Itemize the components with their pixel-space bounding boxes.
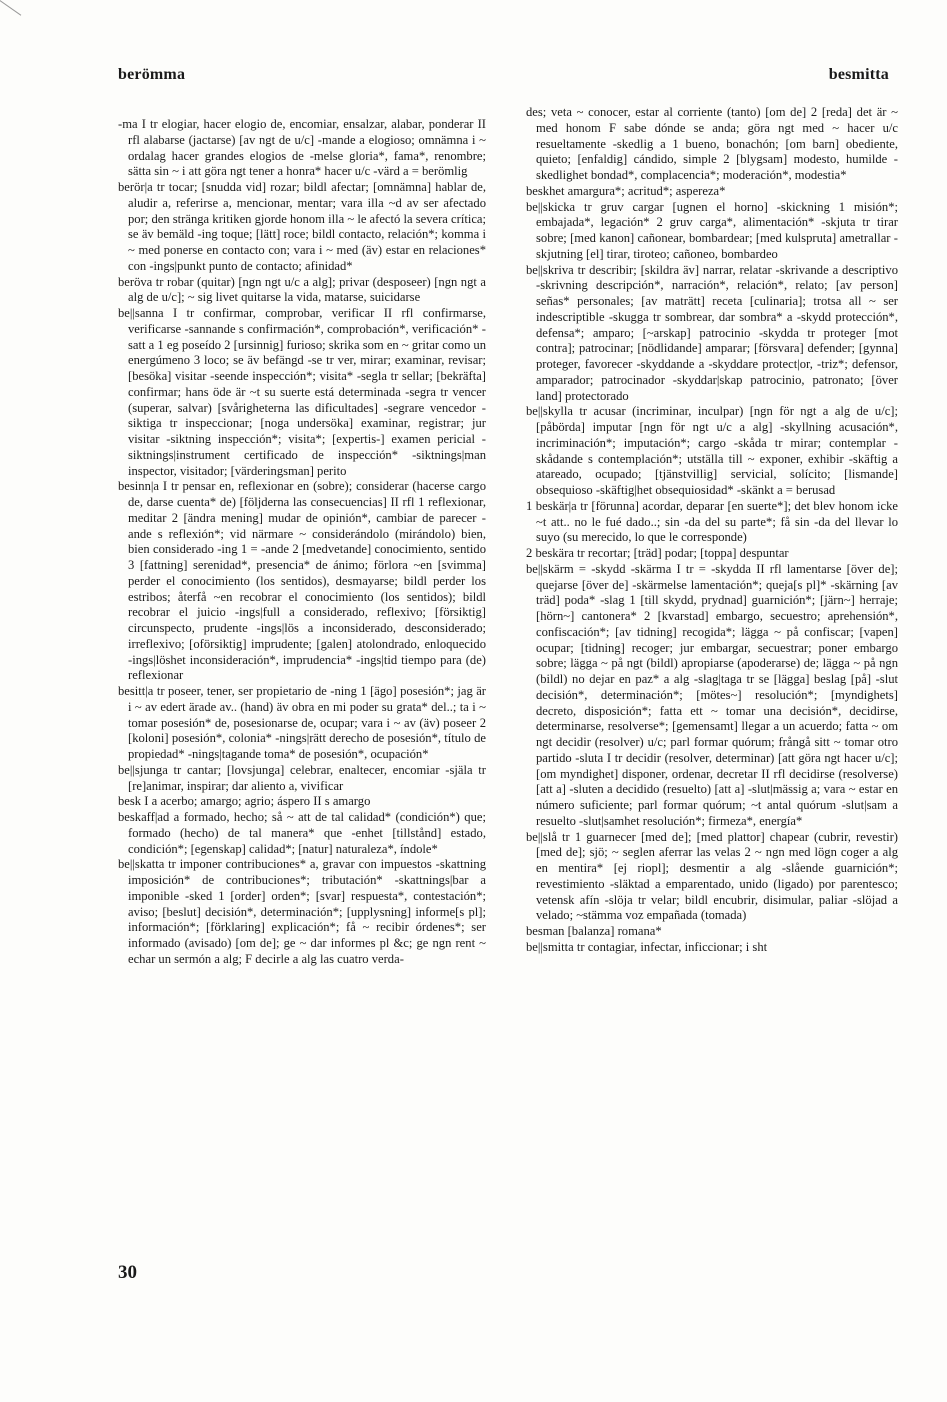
entry: 1 beskär|a tr [förunna] acordar, deparar [en suerte*]; det blev honom icke ~t att.. no le fué dado..; sin -da del su parte*; få sin -da del llevar lo suyo (su merecido, lo que le corresponde) xyxy=(526,498,898,545)
entry: be||skriva tr describir; [skildra äv] narrar, relatar -skrivande a descriptivo -skrivning descripción*, narración*, relación*, relato; [av person] señas* personales; [av maträtt] receta [culinaria]; trotsa all ~ ser indescriptible -skugga tr sombrear, dar sombra* a -skydd protección*, defensa*; amparo; [~arskap] patrocinio -skydda tr proteger [mot contra]; patrocinar; [nödlidande] amparar; [försvara] defender; [gynna] proteger, favorecer -skyddande a -skyddare protect|or, -triz*; defensor, amparador; patrocinador -skyddar|skap patrocinio, patronato; [över land] protectorado xyxy=(526,262,898,403)
entry: be||skicka tr gruv cargar [ugnen el horno] -skickning 1 misión*; embajada*, legación* 2 gruv carga*, alimentación* -skjuta tr tirar sobre; [med kanon] cañonear, bombardear; [med kulspruta] ametrallar -skjutning [el] tirar, tiroteo; cañoneo, bombardeo xyxy=(526,199,898,261)
entry: be||skatta tr imponer contribuciones* a, gravar con impuestos -skattning imposición* de contribuciones*; tributación* -skattnings|bar a imponible -sked 1 [order] orden*; [svar] respuesta*, contestación*; aviso; [beslut] decisión*, determinación*; [upplysning] informe[s pl]; información*; [förklaring] explicación*; få ~ recibir órdenes*; ser informado (avisado) [om de]; ge ~ dar informes pl &c; ge ngn rent ~ echar un sermón a alg; F decirle a alg las cuatro verda- xyxy=(118,857,486,966)
entry: besk I a acerbo; amargo; agrio; áspero II s amargo xyxy=(118,794,371,809)
entry: be||skylla tr acusar (incriminar, inculpar) [ngn för ngt a alg de u/c]; [påbörda] imputar [ngn för ngt u/c a alg] -skyllning acusación*, incriminación*; imputación*; cargo -skåda tr mirar; contemplar -skådande s contemplación*; utställa till ~ exponer, exhibir -skäftig a atareado, ocupado; [tjänstvillig] servicial, solícito; [lismande] obsequioso -skäftig|het obsequiosidad* -skänkt a = berusad xyxy=(526,404,898,497)
entry: be||sanna I tr confirmar, comprobar, verificar II rfl confirmarse, verificarse -sannande s confirmación*, comprobación*, verificación* -satt a 1 eg poseído 2 [ursinnig] furioso; skrika som en ~ gritar como un energúmeno 3 loco; se äv befängd -se tr ver, mirar; examinar, revisar; [besöka] visitar -seende inspección*; visita* -segla tr sellar; [bekräfta] confirmar; hans öde är ~t su suerte está determinada -segra tr vencer (superar, salvar) [svårigheterna las dificultades] -segrare vencedor -siktiga tr inspeccionar; [noga undersöka] examinar, registrar; jur visitar -siktning inspección*; visita*; [expertis-] examen pericial -siktnings|instrument certificado de inspección* -siktnings|man inspector, visitador; [värderingsman] perito xyxy=(118,306,486,478)
entry: beskaff|ad a formado, hecho; så ~ att de tal calidad* (condición*) que; formado (hecho) de tal manera* que -enhet [tillstånd] estado, condición*; [egenskap] calidad*; [natur] naturaleza*, índole* xyxy=(118,810,486,856)
entry: beröva tr robar (quitar) [ngn ngt u/c a alg]; privar (desposeer) [ngn ngt a alg de u/c]; ~ sig livet quitarse la vida, matarse, suicidarse xyxy=(118,274,486,305)
entry: besman [balanza] romana* xyxy=(526,924,662,938)
entry: besinn|a I tr pensar en, reflexionar en (sobre); considerar (hacerse cargo de, darse cuenta* de) [följderna las consecuencias] II rfl 1 reflexionar, meditar 2 [ändra mening] mudar de opinión*, cambiar de parecer -ande s reflexión*; vid närmare ~ considerándolo (mirándolo) bien, bien considerado -ing 1 = -ande 2 [medvetande] conocimiento, sentido 3 [fattning] serenidad*, presencia* de ánimo; förlora ~en [svimma] perder el conocimiento (los sentidos), desmayarse; bildl perder los estribos; återfå ~en recobrar el conocimiento (los sentidos); bildl recobrar el juicio -ings|full a considerado, reflexivo; [försiktig] circunspecto, prudente -ings|lös a inconsiderado, desconsiderado; irreflexivo; [oförsiktig] imprudente; [galen] atolondrado, enloquecido -ings|löshet inconsideración*, imprudencia* -ings|tid tiempo para (de) reflexionar xyxy=(118,479,486,683)
entry: des; veta ~ conocer, estar al corriente (tanto) [om de] 2 [reda] det är ~ med honom F sabe dónde se anda; göra ngt med ~ hacer u/c resueltamente -skedlig a 1 bueno, bonachón; [om barn] obediente, quieto; [enfaldig] cándido, simple 2 [blygsam] modesto, humilde -skedlighet bondad*, complacencia*; moderación*, modestia* xyxy=(526,105,898,182)
left-column xyxy=(118,117,486,1267)
entry: besitt|a tr poseer, tener, ser propietario de -ning 1 [ägo] posesión*; jag är i ~ av edert ärade av.. (hand) äv obra en mi poder su grata* del..; ta i ~ tomar posesión* de, posesionarse de, ocupar; vara i ~ av (äv) poseer 2 [koloni] posesión*, colonia* -nings|rätt derecho de posesión*, título de propiedad* -nings|tagande toma* de posesión*, ocupación* xyxy=(118,684,486,761)
entry: beskhet amargura*; acritud*; aspereza* xyxy=(526,183,726,198)
running-head-left: berömma xyxy=(118,66,186,83)
entry: be||sjunga tr cantar; [lovsjunga] celebrar, enaltecer, encomiar -själa tr [re]animar, inspirar; dar aliento a, vivificar xyxy=(118,762,486,793)
right-column xyxy=(526,105,898,1275)
entry: -ma I tr elogiar, hacer elogio de, encomiar, ensalzar, alabar, ponderar II rfl alabarse (jactarse) [av ngt de u/c] -mande a elogioso; omnämna i ~ ordalag hacer grandes elogios de -melse gloria*, fama*, renombre; sätta sin ~ i att göra ngt tener a honra* hacer u/c -värd a = berömlig xyxy=(118,117,486,179)
entry: 2 beskära tr recortar; [träd] podar; [toppa] despuntar xyxy=(526,546,789,560)
page-corner-mark xyxy=(0,0,21,37)
entry: berör|a tr tocar; [snudda vid] rozar; bildl afectar; [omnämna] hablar de, aludir a, referirse a, mencionar, mentar; vara illa ~d av ser afectado por; den stränga kritiken gjorde honom illa ~ le afectó la severa crítica; se äv bemäld -ing toque; [lätt] roce; bildl contacto, relación*; komma i ~ med ponerse en contacto con; vara i ~ med (äv) estar en relaciones* con -ings|punkt punto de contacto; afinidad* xyxy=(118,180,486,273)
entry: be||smitta tr contagiar, infectar, inficcionar; i sht xyxy=(526,939,768,954)
running-head-right: besmitta xyxy=(828,66,889,83)
entry: be||skärm = -skydd -skärma I tr = -skydda II rfl lamentarse [över de]; quejarse [över de] -skärmelse lamentación*; queja[s pl]* -skärning [av träd] poda* -slag 1 [till skydd, prydnad] guarnición*; [järn~] herraje; [hörn~] cantonera* 2 [kvarstad] embargo, secuestro; aprehensión*, confiscación*; [av tidning] recogida*; lägga ~ på confiscar; [vapen] ocupar; [tidning] recoger; jur embargar, secuestrar; poner embargo sobre; lägga ~ på ngt (bildl) apropiarse (apoderarse) de; lägga ~ på ngn (bildl) no dejar en paz* a alg -slag|taga tr se [lägga] beslag [på] -slut decisión*, determinación*; [mötes~] resolución*; [myndighets] decreto, disposición*; fatta ett ~ tomar una decisión*, decidirse, determinarse, resolverse*; [gemensamt] llegar a un acuerdo; fatta ~ om ngt decidir (resolver) u/c; parl formar quórum; frångå sitt ~ tomar otro partido -sluta I tr decidir (resolver, determinar) [att göra ngt hacer u/c]; [om myndighet] disponer, ordenar, decretar II rfl decidirse (resolverse) [att a] -sluten a decidido (resuelto) [att a] -slut|mässig a; vara ~ estar en número suficiente; parl formar quórum; ~t antal quórum -slut|sam a resuelto -slut|samhet resolución*; firmeza*, energía* xyxy=(526,561,898,828)
page-number: 30 xyxy=(118,1262,137,1283)
entry: be||slå tr 1 guarnecer [med de]; [med plattor] chapear (cubrir, revestir) [med de]; sjö; ~ seglen aferrar las velas 2 ~ ngn med lögn coger a alg en mentira* [ej riopl]; desmentir a alg -slående guarnición*; revestimiento -släktad a emparentado, unido (ligado) por parentesco; vetensk afín -slöja tr velar; bildl encubrir, disimular, paliar -slöjad a velado; ~stämma voz empañada (tomada) xyxy=(526,829,898,923)
